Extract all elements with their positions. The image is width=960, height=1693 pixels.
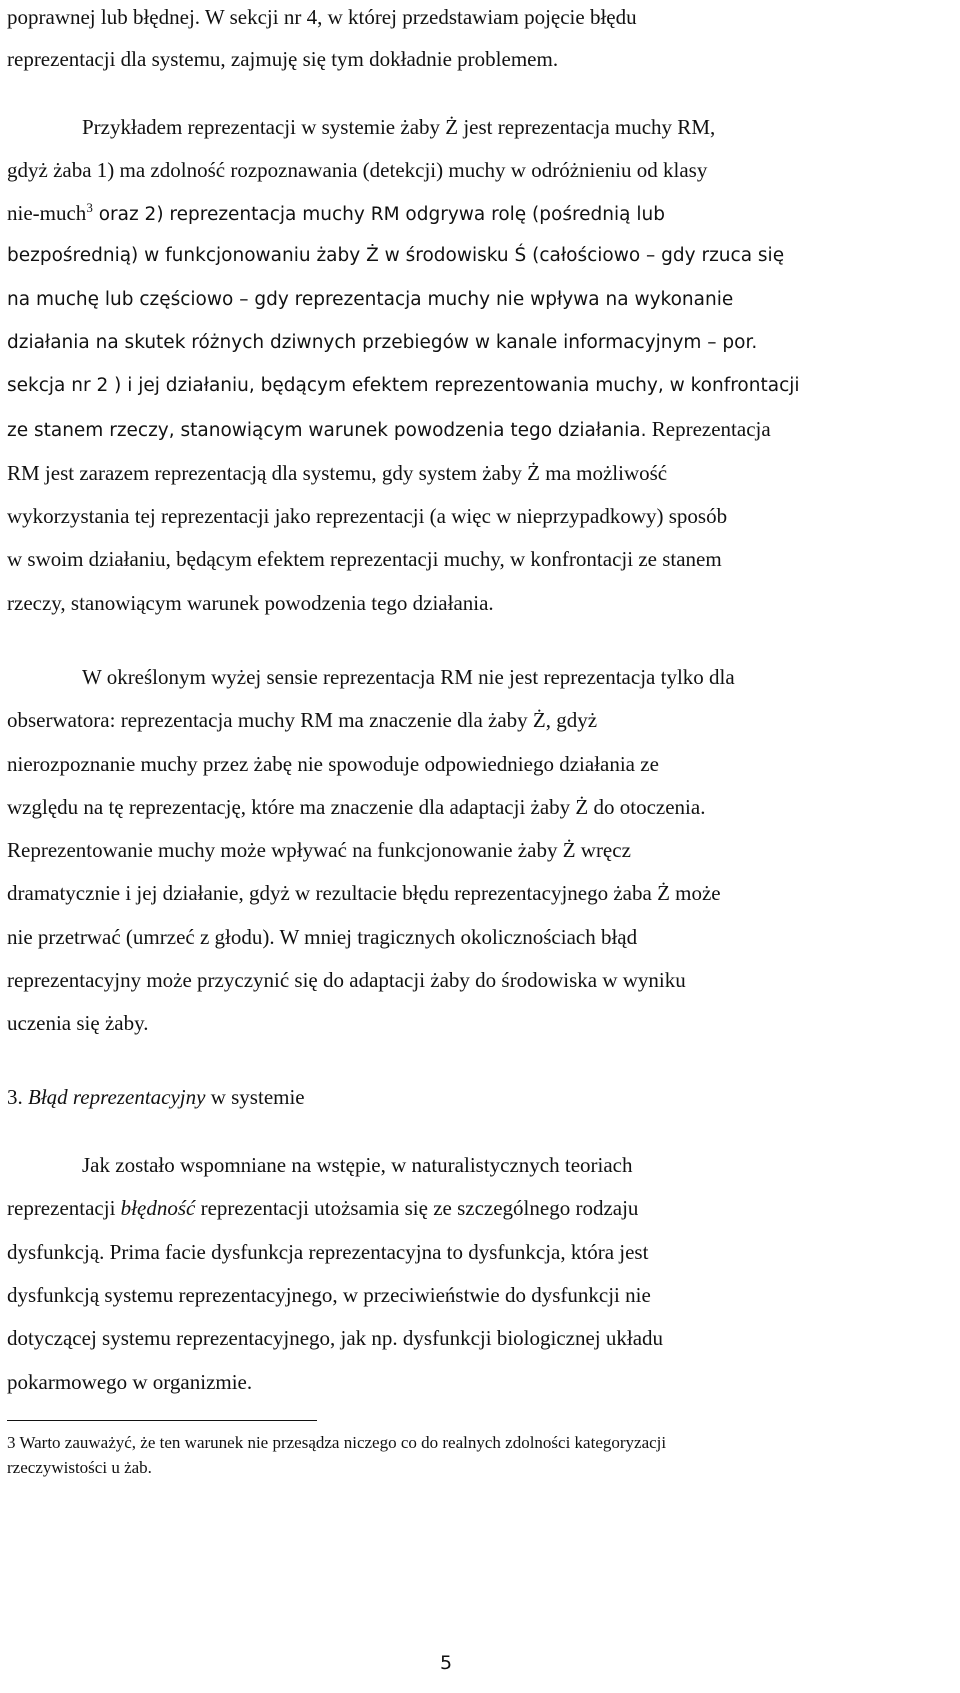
text-segment: Reprezentacja [646, 417, 771, 441]
text-line: RM jest zarazem reprezentacją dla systemu, gdy system żaby Ż ma możliwość [7, 461, 668, 485]
text-line: Przykładem reprezentacji w systemie żaby Ż jest reprezentacja muchy RM, [82, 115, 716, 139]
section-title-italic: Błąd reprezentacyjny [28, 1085, 206, 1109]
footnote-text: Warto zauważyć, że ten warunek nie przesądza niczego co do realnych zdolności kategoryzacji [15, 1433, 667, 1452]
text-segment: nie-much [7, 201, 87, 225]
text-line: wykorzystania tej reprezentacji jako reprezentacji (a więc w nieprzypadkowy) sposób [7, 504, 728, 528]
text-line: dysfunkcją systemu reprezentacyjnego, w przeciwieństwie do dysfunkcji nie [7, 1283, 651, 1307]
text-line: Jak zostało wspomniane na wstępie, w naturalistycznych teoriach [82, 1153, 633, 1177]
text-line: Reprezentowanie muchy może wpływać na funkcjonowanie żaby Ż wręcz [7, 838, 631, 862]
text-line: reprezentacyjny może przyczynić się do adaptacji żaby do środowiska w wyniku [7, 968, 686, 992]
section-number: 3. [7, 1085, 28, 1109]
text-line: uczenia się żaby. [7, 1011, 149, 1035]
text-line: sekcja nr 2 ) i jej działaniu, będącym efektem reprezentowania muchy, w konfrontacji [7, 375, 800, 396]
text-line: poprawnej lub błędnej. W sekcji nr 4, w której przedstawiam pojęcie błędu [7, 5, 637, 29]
text-line: obserwatora: reprezentacja muchy RM ma znaczenie dla żaby Ż, gdyż [7, 708, 598, 732]
text-line: nierozpoznanie muchy przez żabę nie spowoduje odpowiedniego działania ze [7, 752, 659, 776]
text-segment: oraz 2) reprezentacja muchy RM odgrywa rolę (pośrednią lub [92, 204, 665, 225]
footnote-mark: 3 [7, 1433, 16, 1452]
footnote-ref: 3 [86, 200, 93, 215]
text-line: dysfunkcją. Prima facie dysfunkcja reprezentacyjna to dysfunkcja, która jest [7, 1240, 649, 1264]
text-line: gdyż żaba 1) ma zdolność rozpoznawania (detekcji) muchy w odróżnieniu od klasy [7, 158, 708, 182]
text-line: W określonym wyżej sensie reprezentacja RM nie jest reprezentacja tylko dla [82, 665, 735, 689]
text-line: w swoim działaniu, będącym efektem reprezentacji muchy, w konfrontacji ze stanem [7, 547, 722, 571]
text-line: bezpośrednią) w funkcjonowaniu żaby Ż w środowisku Ś (całościowo – gdy rzuca się [7, 245, 785, 266]
text-line [7, 1195, 638, 1221]
text-line: na muchę lub częściowo – gdy reprezentacja muchy nie wpływa na wykonanie [7, 289, 734, 310]
footnote-line: rzeczywistości u żab. [7, 1458, 152, 1477]
text-line: nie przetrwać (umrzeć z głodu). W mniej tragicznych okolicznościach błąd [7, 925, 638, 949]
text-line: pokarmowego w organizmie. [7, 1370, 253, 1394]
text-line: dramatycznie i jej działanie, gdyż w rezultacie błędu reprezentacyjnego żaba Ż może [7, 881, 721, 905]
footnote-divider [7, 1420, 317, 1421]
page-number: 5 [440, 1652, 453, 1674]
text-line: rzeczy, stanowiącym warunek powodzenia tego działania. [7, 591, 494, 615]
text-line: względu na tę reprezentację, które ma znaczenie dla adaptacji żaby Ż do otoczenia. [7, 795, 706, 819]
text-segment: reprezentacji [7, 1196, 121, 1220]
text-line [7, 200, 665, 228]
section-heading [7, 1084, 305, 1110]
text-line: reprezentacji dla systemu, zajmuję się tym dokładnie problemem. [7, 47, 559, 71]
text-segment-italic: błędność [120, 1196, 196, 1220]
text-line: dotyczącej systemu reprezentacyjnego, jak np. dysfunkcji biologicznej układu [7, 1326, 664, 1350]
footnote [7, 1432, 666, 1454]
text-line: działania na skutek różnych dziwnych przebiegów w kanale informacyjnym – por. [7, 332, 758, 353]
text-segment: reprezentacji utożsamia się ze szczególnego rodzaju [195, 1196, 639, 1220]
text-line [7, 416, 771, 444]
text-segment: ze stanem rzeczy, stanowiącym warunek powodzenia tego działania. [7, 420, 647, 441]
section-title-rest: w systemie [205, 1085, 305, 1109]
